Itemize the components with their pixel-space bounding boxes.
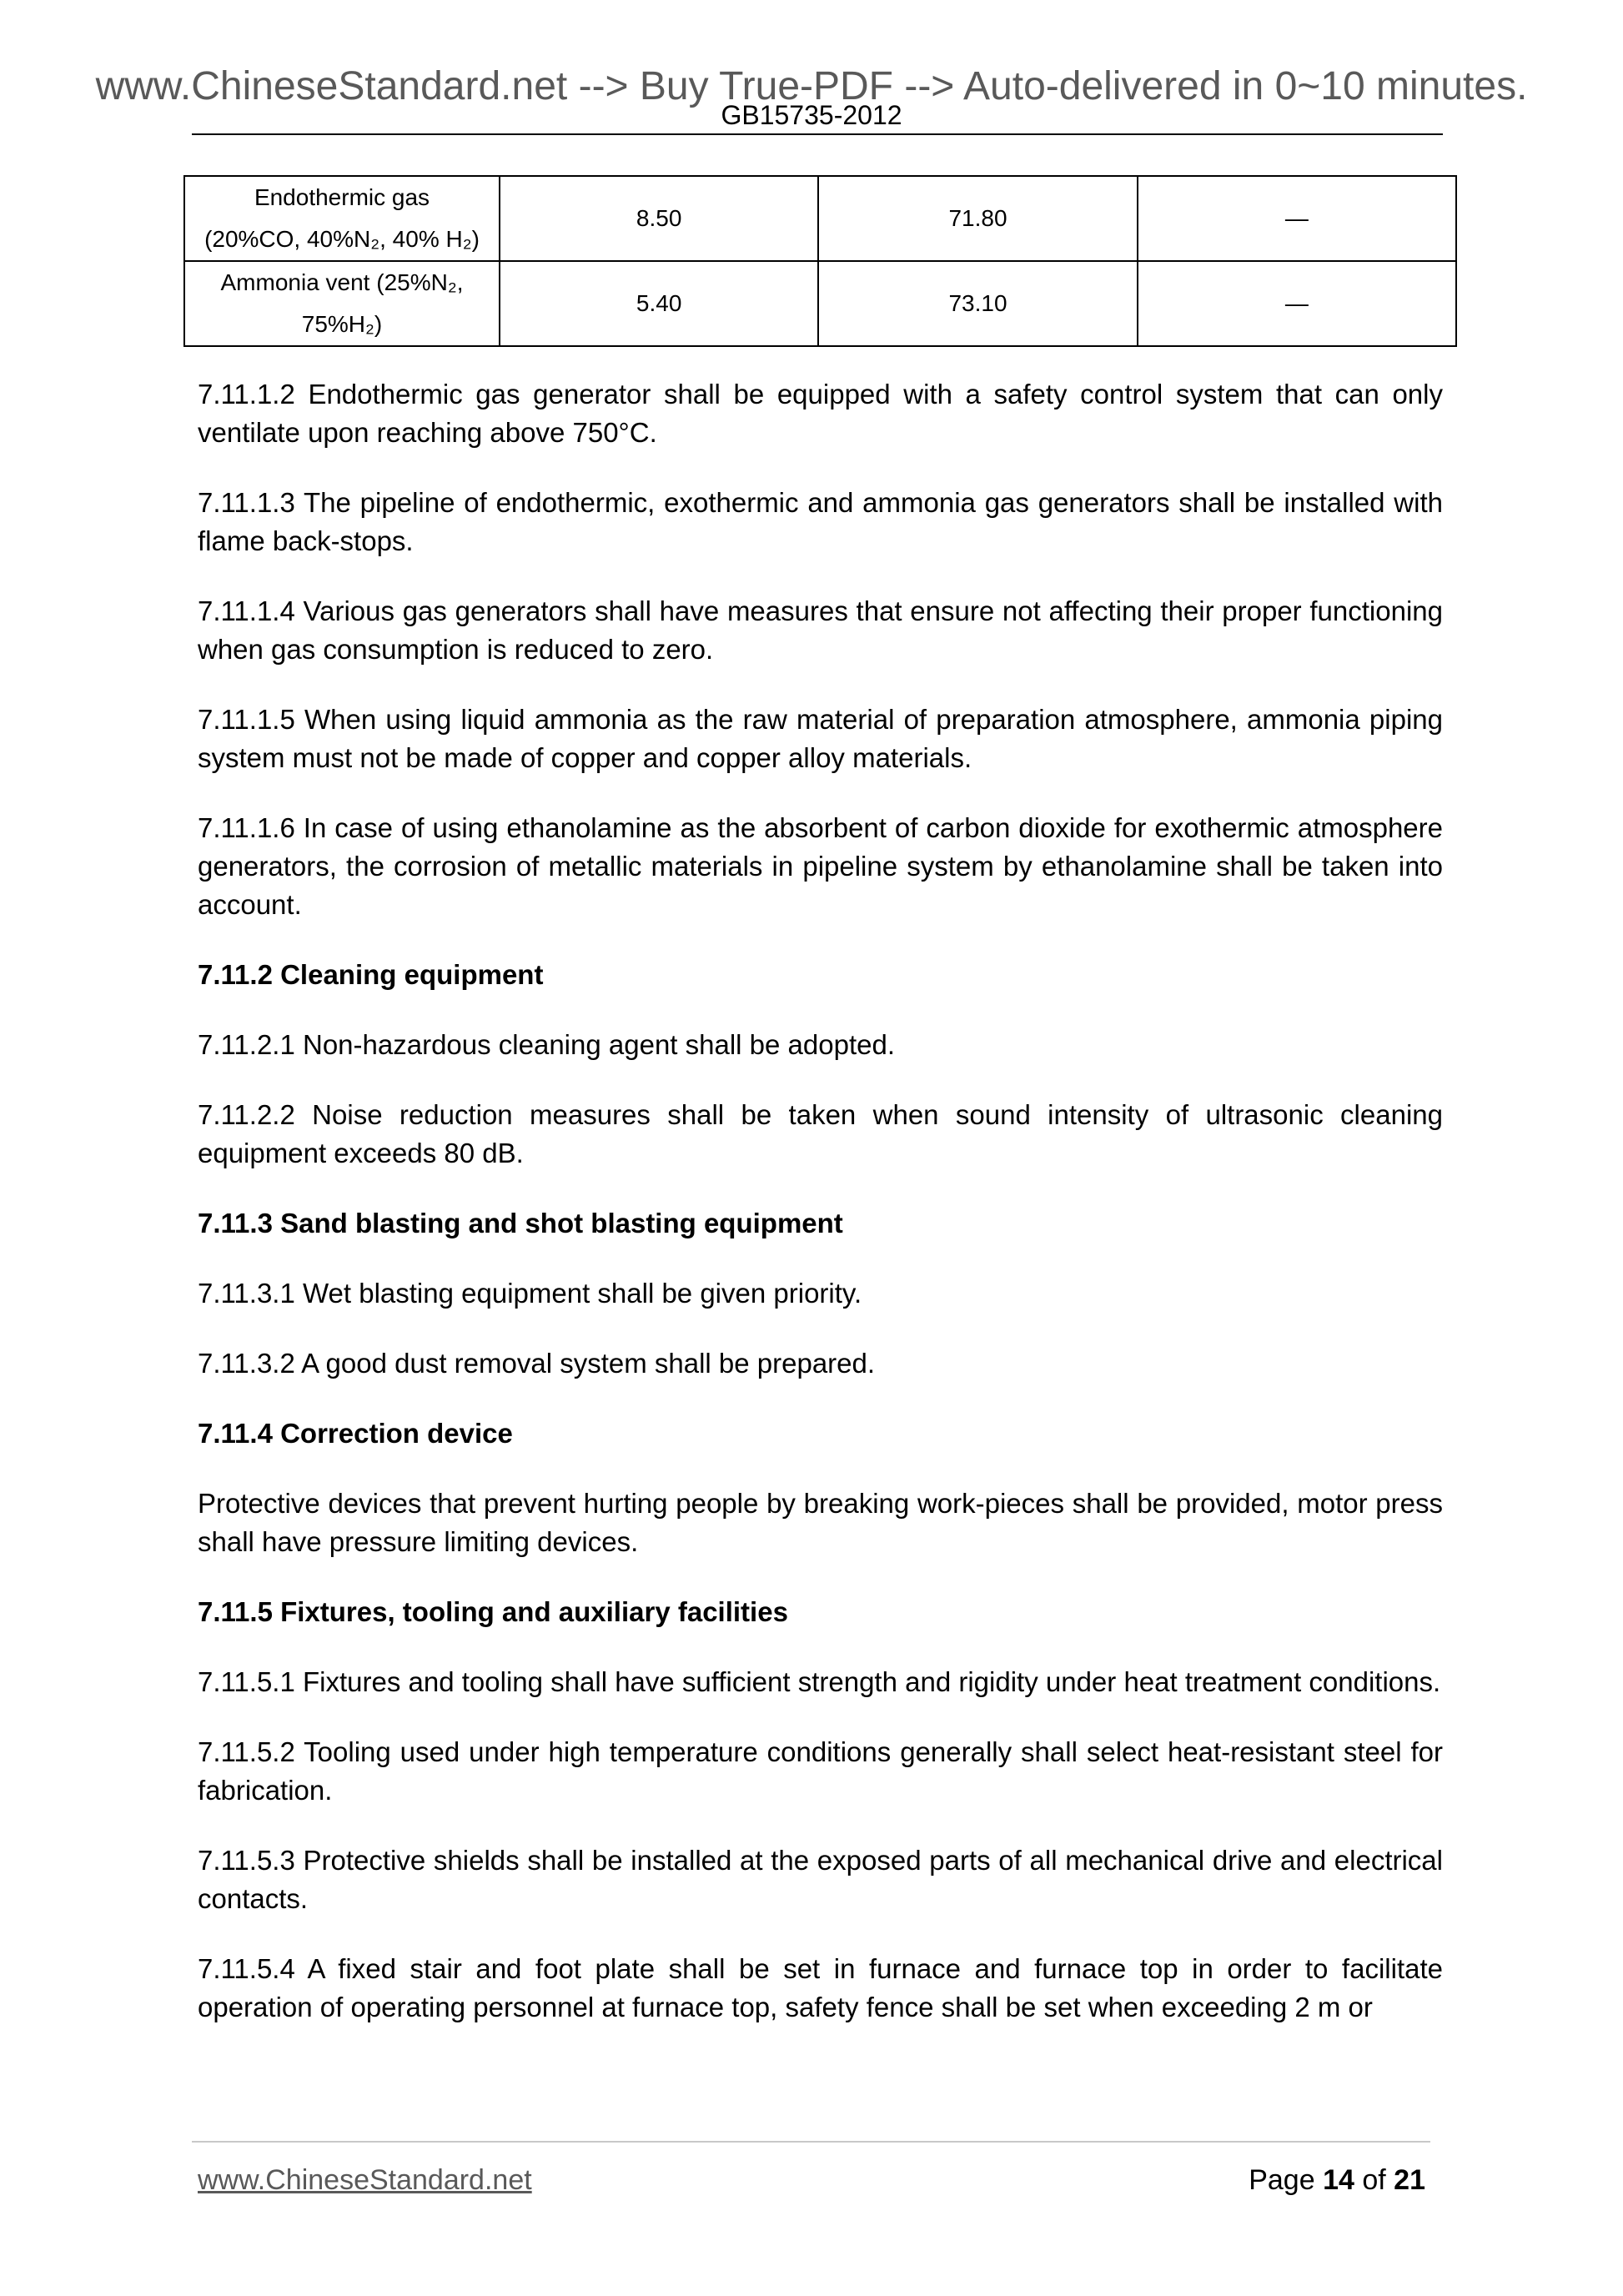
page-indicator bbox=[1249, 2162, 1425, 2198]
section-heading-7-11-3: 7.11.3 Sand blasting and shot blasting equipment bbox=[198, 1208, 843, 1238]
section-heading-7-11-2: 7.11.2 Cleaning equipment bbox=[198, 959, 544, 990]
gas-name-line: Ammonia vent (25%N₂, bbox=[220, 269, 464, 295]
total-pages: 21 bbox=[1394, 2164, 1425, 2196]
clause-7-11-3-2: 7.11.3.2 A good dust removal system shall be prepared. bbox=[198, 1348, 876, 1379]
clause-7-11-5-2: 7.11.5.2 Tooling used under high temperature conditions generally shall select heat-resistant steel for fabrication. bbox=[198, 1736, 1443, 1806]
of-label: of bbox=[1362, 2164, 1386, 2196]
clause-7-11-1-4: 7.11.1.4 Various gas generators shall have measures that ensure not affecting their proper functioning when gas consumption is reduced to zero. bbox=[198, 595, 1443, 665]
table-cell: 71.80 bbox=[818, 176, 1137, 261]
clause-7-11-4: Protective devices that prevent hurting people by breaking work-pieces shall be provided, motor press shall have pressure limiting devices. bbox=[198, 1488, 1443, 1557]
header-divider bbox=[192, 133, 1443, 135]
clause-7-11-5-4: 7.11.5.4 A fixed stair and foot plate shall be set in furnace and furnace top in order to facilitate operation of operating personnel at furnace top, safety fence shall be set when exceeding 2 m or bbox=[198, 1953, 1443, 2022]
section-heading-7-11-4: 7.11.4 Correction device bbox=[198, 1418, 513, 1449]
table-cell: 5.40 bbox=[500, 261, 818, 346]
table-cell: — bbox=[1138, 176, 1456, 261]
gas-composition-table bbox=[183, 175, 1457, 347]
footer-website-link[interactable]: www.ChineseStandard.net bbox=[198, 2164, 532, 2196]
footer-divider bbox=[192, 2141, 1430, 2143]
section-heading-7-11-5: 7.11.5 Fixtures, tooling and auxiliary facilities bbox=[198, 1596, 788, 1627]
table-cell: — bbox=[1138, 261, 1456, 346]
standard-code: GB15735-2012 bbox=[721, 100, 902, 130]
clause-7-11-5-3: 7.11.5.3 Protective shields shall be installed at the exposed parts of all mechanical drive and electrical contacts. bbox=[198, 1845, 1443, 1914]
clause-7-11-1-2: 7.11.1.2 Endothermic gas generator shall be equipped with a safety control system that can only ventilate upon reaching above 750°C. bbox=[198, 379, 1443, 448]
gas-name-line: (20%CO, 40%N₂, 40% H₂) bbox=[204, 226, 480, 252]
gas-name-line: Endothermic gas bbox=[254, 184, 430, 210]
clause-7-11-1-5: 7.11.1.5 When using liquid ammonia as the raw material of preparation atmosphere, ammonia piping system must not be made of copper and copper alloy materials. bbox=[198, 704, 1443, 773]
document-body bbox=[198, 375, 1443, 2058]
table-cell: 73.10 bbox=[818, 261, 1137, 346]
clause-7-11-5-1: 7.11.5.1 Fixtures and tooling shall have sufficient strength and rigidity under heat treatment conditions. bbox=[198, 1666, 1441, 1697]
clause-7-11-3-1: 7.11.3.1 Wet blasting equipment shall be given priority. bbox=[198, 1278, 862, 1309]
table-cell-gas-name bbox=[184, 176, 500, 261]
promo-banner-link[interactable]: www.ChineseStandard.net --> Buy True-PDF --> Auto-delivered in 0~10 minutes. bbox=[95, 64, 1528, 108]
table-row bbox=[184, 176, 1456, 261]
clause-7-11-2-1: 7.11.2.1 Non-hazardous cleaning agent shall be adopted. bbox=[198, 1029, 896, 1060]
table-cell: 8.50 bbox=[500, 176, 818, 261]
clause-7-11-1-6: 7.11.1.6 In case of using ethanolamine as the absorbent of carbon dioxide for exothermic atmosphere generators, the corrosion of metallic materials in pipeline system by ethanolamine shall be taken into account. bbox=[198, 812, 1443, 920]
page-number: 14 bbox=[1323, 2164, 1354, 2196]
page-label: Page bbox=[1249, 2164, 1315, 2196]
clause-7-11-1-3: 7.11.1.3 The pipeline of endothermic, exothermic and ammonia gas generators shall be installed with flame back-stops. bbox=[198, 487, 1443, 556]
clause-7-11-2-2: 7.11.2.2 Noise reduction measures shall be taken when sound intensity of ultrasonic cleaning equipment exceeds 80 dB. bbox=[198, 1099, 1443, 1168]
table-cell-gas-name bbox=[184, 261, 500, 346]
table-row bbox=[184, 261, 1456, 346]
gas-name-line: 75%H₂) bbox=[301, 311, 383, 337]
